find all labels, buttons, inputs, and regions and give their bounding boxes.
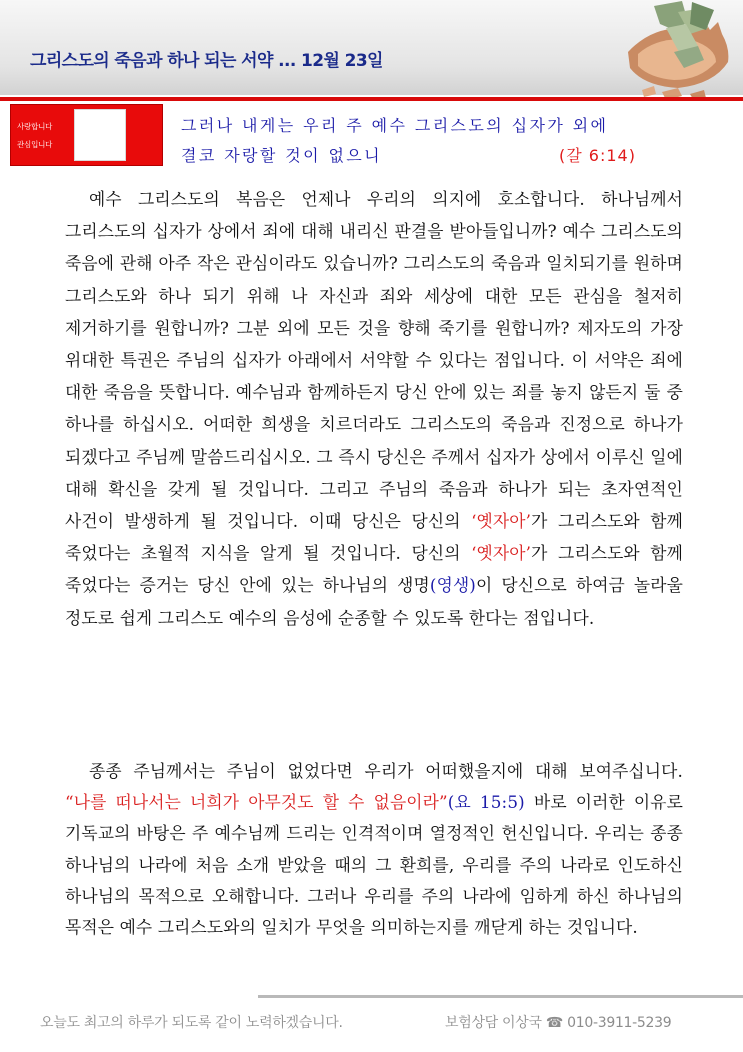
footer-message: 오늘도 최고의 하루가 되도록 같이 노력하겠습니다. <box>40 1015 343 1031</box>
side-label-love: 사랑합니다 <box>17 122 53 131</box>
old-self-quote-2: ‘옛자아’ <box>471 543 532 564</box>
page-title: 그리스도의 죽음과 하나 되는 서약 ... 12월 23일 <box>30 51 383 71</box>
devotional-paragraph-2 <box>65 756 683 943</box>
old-self-quote-1: ‘옛자아’ <box>471 511 532 532</box>
scripture-quote: “나를 떠나서는 너희가 아무것도 할 수 없음이라” <box>65 792 448 813</box>
verse-reference: (갈 6:14) <box>559 146 636 165</box>
verse-line-1: 그러나 내게는 우리 주 예수 그리스도의 십자가 외에 <box>181 116 609 135</box>
paragraph-2-text-b: 바로 이러한 이유로 기독교의 바탕은 주 예수님께 드리는 인격적이며 열정적인 헌신입니다. 우리는 종종 하나님의 나라에 처음 소개 받았을 때의 그 환희를, 우리를 주의 나라로 인도하신 하나님의 목적으로 오해합니다. 그러나 우리를 주의 나라에 임하게 하신 하나님의 목적은 예수 그리스도와의 일치가 무엇을 의미하는지를 깨닫게 하는 것입니다. <box>65 792 684 938</box>
side-label-box <box>10 104 163 166</box>
paragraph-2-text-a: 종종 주님께서는 주님이 없었다면 우리가 어떠했을지에 대해 보여주십니다. <box>89 761 683 781</box>
photo-placeholder <box>74 109 126 161</box>
paragraph-1-text-a: 예수 그리스도의 복음은 언제나 우리의 의지에 호소합니다. 하나님께서 그리스도의 십자가 상에서 죄에 대해 내리신 판결을 받아들입니까? 예수 그리스도의 죽음에 관해 아주 작은 관심이라도 있습니까? 그리스도의 죽음과 일치되기를 원하며 그리스도와 하나 되기 위해 나 자신과 죄와 세상에 대한 모든 관심을 철저히 제거하기를 원합니까? 그분 외에 모든 것을 향해 죽기를 원합니까? 제자도의 가장 위대한 특권은 주님의 십자가 아래에서 서약할 수 있다는 점입니다. 이 서약은 죄에 대한 죽음을 뜻합니다. 예수님과 함께하든지 당신 안에 있는 죄를 놓지 않든지 둘 중 하나를 하십시오. 어떠한 희생을 치르더라도 그리스도의 죽음과 진정으로 하나가 되겠다고 주님께 말씀드리십시오. 그 즉시 당신은 주께서 십자가 상에서 이루신 일에 대해 확신을 갖게 될 것입니다. 그리고 주님의 죽음과 하나가 되는 초자연적인 사건이 발생하게 될 것입니다. 이때 당신은 당신의 <box>65 189 683 532</box>
devotional-paragraph-1 <box>65 183 683 634</box>
footer-contact: 보험상담 이상국 ☎ 010-3911-5239 <box>445 1015 672 1031</box>
header-divider <box>0 97 743 101</box>
verse-line-2: 결코 자랑할 것이 없으니 <box>181 146 383 165</box>
paragraph-1-text-d: 이 당신으로 하여금 놀라울 정도로 쉽게 그리스도 예수의 음성에 순종할 수 있도록 한다는 점입니다. <box>65 575 683 628</box>
broken-eggshell-money-illustration <box>600 0 743 110</box>
scripture-quote-reference: (요 15:5) <box>447 792 525 813</box>
side-label-care: 관심입니다 <box>17 140 53 149</box>
paragraph-1-text-c: 가 그리스도와 함께 죽었다는 증거는 당신 안에 있는 하나님의 생명 <box>65 543 683 596</box>
footer-divider <box>258 995 743 998</box>
paragraph-1-text-b: 가 그리스도와 함께 죽었다는 초월적 지식을 알게 될 것입니다. 당신의 <box>65 511 683 564</box>
eternal-life-term: (영생) <box>429 575 477 596</box>
